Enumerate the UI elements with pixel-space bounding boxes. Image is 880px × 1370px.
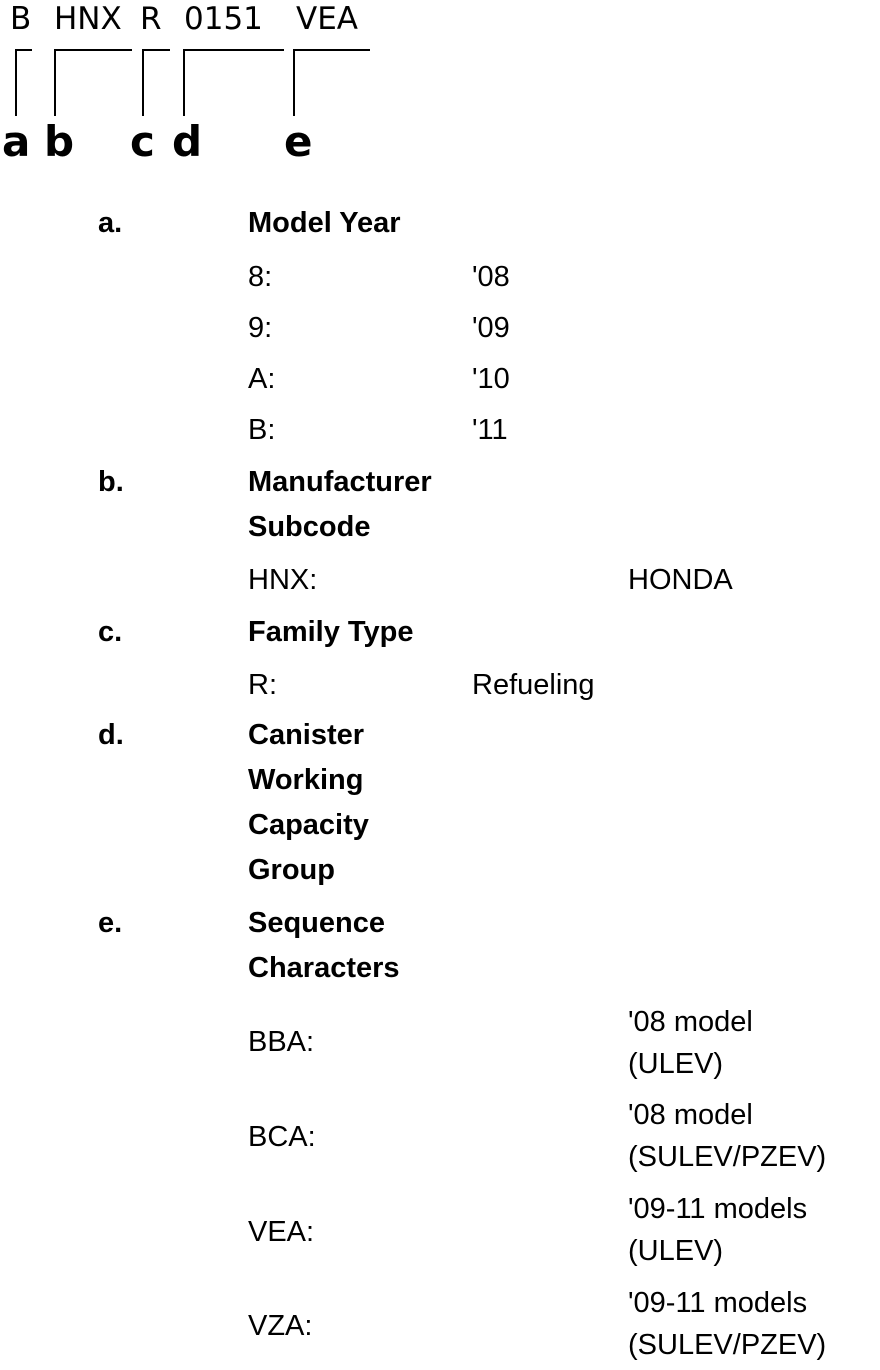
sequence-value-line2: (ULEV) [628,1048,724,1080]
sequence-value-line2: (SULEV/PZEV) [628,1141,827,1173]
model-year-code: B: [248,414,276,446]
bracket-d [184,50,284,116]
section-e-letter: e. [98,907,123,939]
section-a-heading: Model Year [248,207,401,239]
sequence-code: VZA: [248,1310,313,1342]
sequence-value-line2: (ULEV) [628,1235,724,1267]
model-year-code: 9: [248,312,273,344]
label-e: e [284,117,313,166]
bracket-c [143,50,170,116]
sequence-value-line1: '08 model [628,1006,753,1038]
section-b-heading-line2: Subcode [248,511,371,543]
manufacturer-value: HONDA [628,564,733,596]
label-d: d [172,117,203,166]
model-year-value: '11 [472,414,508,446]
section-c-letter: c. [98,616,123,648]
sequence-code: BBA: [248,1026,315,1058]
sequence-value-line1: '09-11 models [628,1287,808,1319]
manufacturer-code: HNX: [248,564,318,596]
sequence-code: BCA: [248,1121,316,1153]
section-d-letter: d. [98,719,124,751]
family-type-value: Refueling [472,669,595,701]
sequence-code: VEA: [248,1216,315,1248]
section-d-heading-line2: Working [248,764,364,796]
model-year-code: 8: [248,261,273,293]
sequence-value-line1: '08 model [628,1099,753,1131]
section-e-heading-line1: Sequence [248,907,385,939]
model-year-code: A: [248,363,276,395]
section-c-heading: Family Type [248,616,414,648]
code-canister-chars: 0151 [184,1,263,37]
code-family-type-char: R [140,1,162,37]
bracket-b [55,50,132,116]
section-a-letter: a. [98,207,123,239]
bracket-e [294,50,370,116]
bracket-a [16,50,32,116]
label-c: c [130,117,155,166]
family-type-code: R: [248,669,277,701]
code-sequence-chars: VEA [296,1,358,37]
label-a: a [2,117,31,166]
section-b-letter: b. [98,466,124,498]
section-e-heading-line2: Characters [248,952,400,984]
model-year-value: '10 [472,363,510,395]
section-b-heading-line1: Manufacturer [248,466,432,498]
section-d-heading-line1: Canister [248,719,365,751]
sequence-value-line1: '09-11 models [628,1193,808,1225]
code-model-year-char: B [10,1,32,37]
code-manufacturer-chars: HNX [54,1,122,37]
model-year-value: '09 [472,312,510,344]
sequence-value-line2: (SULEV/PZEV) [628,1329,827,1361]
model-year-value: '08 [472,261,510,293]
label-b: b [44,117,75,166]
section-d-heading-line4: Group [248,854,335,886]
section-d-heading-line3: Capacity [248,809,369,841]
